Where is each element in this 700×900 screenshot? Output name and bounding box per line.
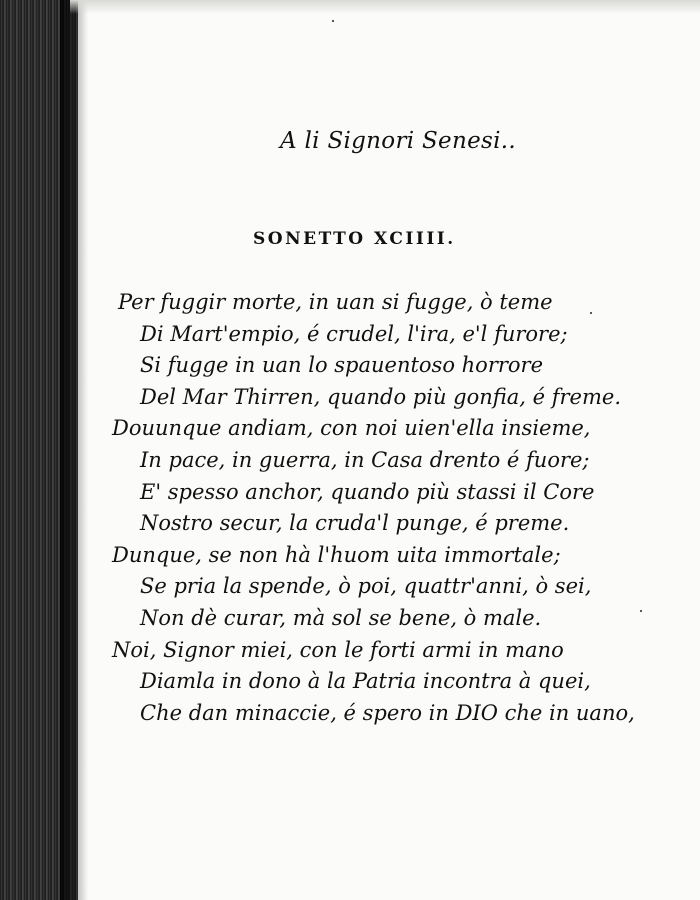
- verse-line: Douunque andiam, con noi uien'ella insieme,: [112, 416, 591, 441]
- verse-line: Noi, Signor miei, con le forti armi in mano: [112, 637, 564, 662]
- sonnet-title: SONETTO XCIIII.: [253, 229, 456, 249]
- verse-line: Non dè curar, mà sol se bene, ò male.: [140, 605, 542, 630]
- binding-shadow: [60, 0, 88, 900]
- paper-speck: [640, 610, 642, 612]
- sonnet-text: [112, 287, 635, 729]
- verse-line: In pace, in guerra, in Casa drento é fuore;: [140, 447, 590, 472]
- verse-line: Diamla in dono à la Patria incontra à quei,: [140, 669, 591, 694]
- verse-line: Per fuggir morte, in uan si fugge, ò teme: [118, 290, 553, 314]
- paper-speck: [332, 20, 334, 22]
- dedication-heading: A li Signori Senesi..: [280, 128, 516, 154]
- verse-line: E' spesso anchor, quando più stassi il Core: [140, 479, 595, 504]
- verse-line: Di Mart'empio, é crudel, l'ira, e'l furore;: [140, 321, 568, 346]
- page-top-edge: [70, 0, 700, 14]
- verse-line: Dunque, se non hà l'huom uita immortale;: [112, 542, 561, 567]
- verse-line: Nostro secur, la cruda'l punge, é preme.: [140, 511, 570, 536]
- verse-line: Del Mar Thirren, quando più gonfia, é freme.: [140, 384, 622, 409]
- verse-line: Se pria la spende, ò poi, quattr'anni, ò sei,: [140, 574, 592, 599]
- verse-line: Che dan minaccie, é spero in DIO che in uano,: [140, 700, 635, 725]
- verse-line: Si fugge in uan lo spauentoso horrore: [140, 353, 544, 378]
